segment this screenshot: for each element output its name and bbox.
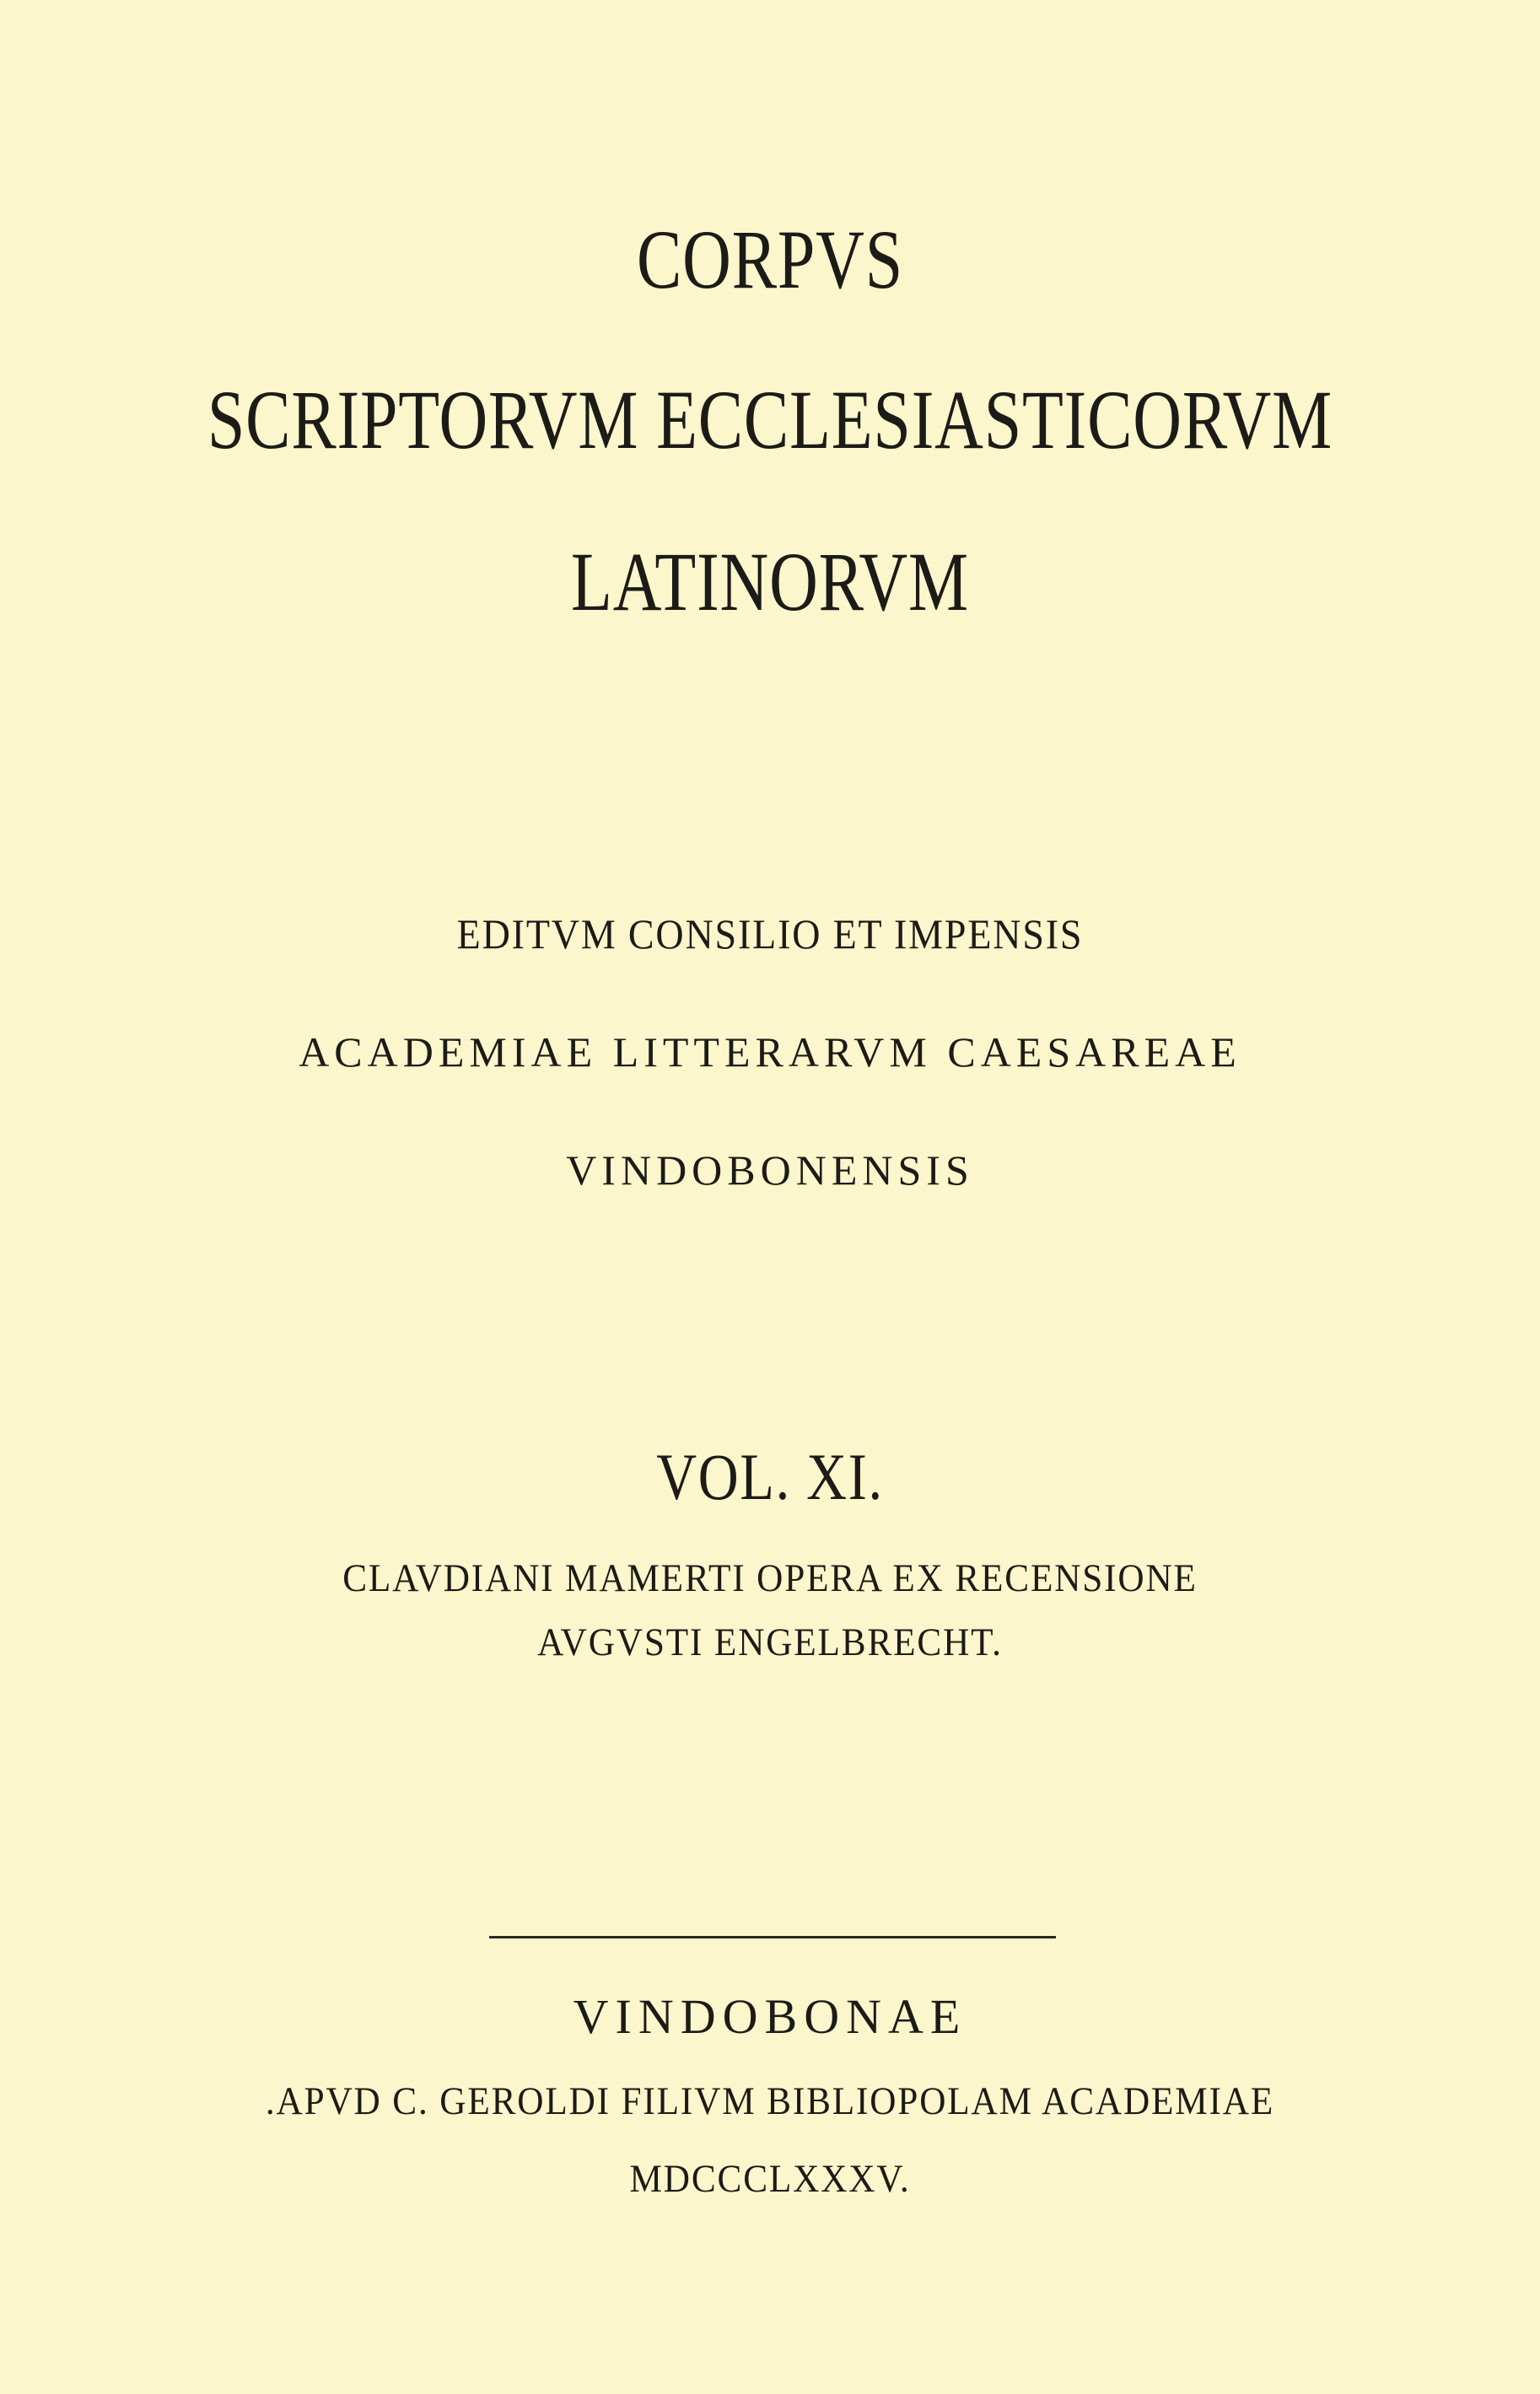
divider-rule (489, 1936, 1056, 1938)
imprint-printer: .APVD C. GEROLDI FILIVM BIBLIOPOLAM ACADEMIAE (265, 2079, 1275, 2123)
imprint-place: VINDOBONAE (573, 1989, 967, 2044)
series-title-line-2: SCRIPTORVM ECCLESIASTICORVM (207, 373, 1333, 466)
volume-contents-line-2: AVGVSTI ENGELBRECHT. (537, 1620, 1003, 1664)
volume-contents-line-1: CLAVDIANI MAMERTI OPERA EX RECENSIONE (342, 1556, 1198, 1600)
imprint-year: MDCCCLXXXV. (629, 2157, 911, 2201)
series-title-line-1: CORPVS (636, 213, 904, 306)
publisher-line-2: ACADEMIAE LITTERARVM CAESAREAE (299, 1028, 1241, 1076)
publisher-line-1: EDITVM CONSILIO ET IMPENSIS (456, 910, 1084, 957)
volume-number: VOL. XI. (656, 1440, 884, 1513)
series-title-line-3: LATINORVM (571, 535, 969, 628)
publisher-line-3: VINDOBONENSIS (566, 1146, 974, 1194)
